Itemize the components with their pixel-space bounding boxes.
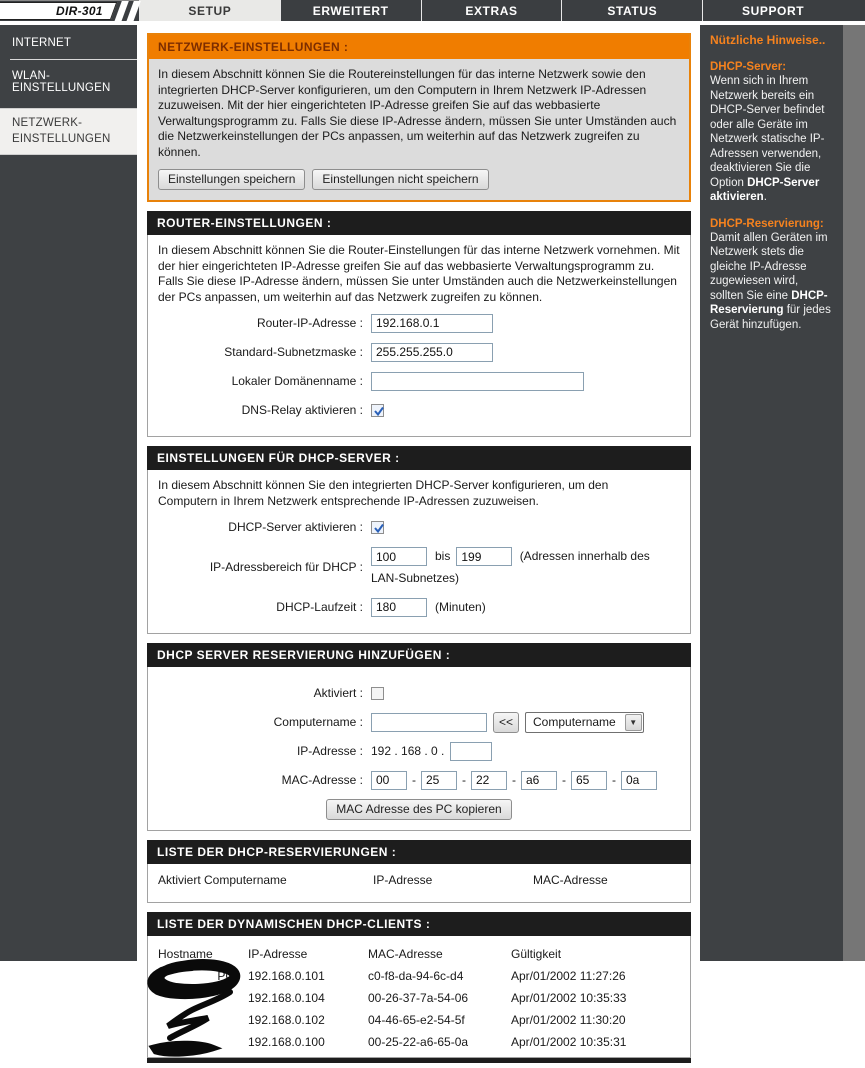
mac-octet-3-input[interactable] (471, 771, 507, 790)
mac-octet-2-input[interactable] (421, 771, 457, 790)
router-ip-label: Router-IP-Adresse : (256, 316, 363, 330)
client-valid-until: Apr/01/2002 10:35:33 (511, 991, 627, 1005)
computername-input[interactable] (371, 713, 487, 732)
client-valid-until: Apr/01/2002 10:35:31 (511, 1035, 627, 1049)
column-header-ip-adresse: IP-Adresse (248, 947, 308, 961)
logo-area (0, 0, 139, 21)
section-title: ROUTER-EINSTELLUNGEN : (147, 211, 691, 235)
next-section-header-cutoff (147, 1058, 691, 1063)
range-bis-label: bis (435, 549, 451, 563)
mac-separator: - (412, 773, 416, 787)
client-ip: 192.168.0.101 (248, 969, 325, 983)
section-title: LISTE DER DHCP-RESERVIERUNGEN : (147, 840, 691, 864)
mac-octet-5-input[interactable] (571, 771, 607, 790)
copy-computername-button[interactable]: << (493, 712, 519, 733)
mac-octet-4-input[interactable] (521, 771, 557, 790)
client-hostname (158, 1031, 248, 1053)
section-title: NETZWERK-EINSTELLUNGEN : (149, 35, 689, 59)
top-nav-bar (0, 0, 865, 23)
client-ip: 192.168.0.104 (248, 991, 325, 1005)
computername-select-value: Computername (533, 715, 616, 729)
tab-status[interactable]: STATUS (561, 0, 702, 21)
logo-stripe (126, 1, 141, 22)
mac-separator: - (562, 773, 566, 787)
reservation-mac-label: MAC-Adresse : (281, 773, 363, 787)
section-description: In diesem Abschnitt können Sie den integrierten DHCP-Server konfigurieren, um den Computern in Ihrem Netzwerk entsprechende IP-Adressen zuzuweisen. (158, 478, 609, 508)
help-heading-dhcp-reservierung: DHCP-Reservierung: (710, 217, 824, 230)
help-title: Nützliche Hinweise.. (710, 33, 826, 47)
client-mac: 00-26-37-7a-54-06 (368, 991, 469, 1005)
client-row (158, 987, 680, 1009)
dhcp-range-to-input[interactable] (456, 547, 512, 566)
mac-octet-1-input[interactable] (371, 771, 407, 790)
client-row (158, 1031, 680, 1053)
tab-bar-filler (843, 0, 865, 21)
client-row (158, 965, 680, 987)
dhcp-lease-label: DHCP-Laufzeit : (276, 600, 363, 614)
section-netzwerk-einstellungen (147, 33, 691, 202)
dhcp-range-from-input[interactable] (371, 547, 427, 566)
dhcp-enable-label: DHCP-Server aktivieren : (228, 520, 363, 534)
help-text-dhcp-reservierung: Damit allen Geräten im Netzwerk stets die gleiche IP-Adresse zugewiesen wird, sollten Sie eine DHCP-Reservierung für jedes Gerät hinzufügen. (710, 231, 831, 331)
local-domain-input[interactable] (371, 372, 584, 391)
tab-support[interactable]: SUPPORT (702, 0, 843, 21)
mac-separator: - (612, 773, 616, 787)
client-hostname (158, 1009, 248, 1031)
sidebar-divider (10, 59, 137, 60)
client-hostname (158, 987, 248, 1009)
tab-erweitert[interactable]: ERWEITERT (280, 0, 421, 21)
help-text-dhcp-server: Wenn sich in Ihrem Netzwerk bereits ein DHCP-Server befindet oder alle Geräte im Netzwerk statische IP-Adressen verwenden, deaktivieren Sie die Option DHCP-Server aktivieren. (710, 75, 825, 203)
discard-settings-button[interactable]: Einstellungen nicht speichern (312, 169, 488, 190)
section-description: In diesem Abschnitt können Sie die Routereinstellungen für das interne Netzwerk sowie den integrierten DHCP-Server konfigurieren, um den Computern in Ihrem Netzwerk IP-Adressen zuzuweisen. Mit der hier eingerichteten IP-Adresse greifen Sie auf das webbasierte Verwaltungsprogramm zu. Falls Sie diese IP-Adresse ändern, müssen Sie unter Umständen auch die Netzwerkeinstellungen der PCs anpassen, um weiterhin auf das Netzwerk zugreifen zu können. (158, 67, 677, 159)
column-header-mac-adresse: MAC-Adresse (533, 873, 608, 887)
sidebar-item-wlan[interactable]: WLAN-EINSTELLUNGEN (12, 70, 111, 94)
help-sidebar (700, 25, 843, 961)
client-mac: 04-46-65-e2-54-5f (368, 1013, 465, 1027)
router-ip-input[interactable] (371, 314, 493, 333)
reservation-enable-checkbox[interactable] (371, 687, 384, 700)
column-header-aktiviert-computername: Aktiviert Computername (158, 873, 287, 887)
sidebar-item-internet[interactable]: INTERNET (12, 37, 72, 49)
mac-separator: - (512, 773, 516, 787)
reservation-ip-prefix: 192 . 168 . 0 . (371, 744, 445, 758)
reservation-ip-octet-input[interactable] (450, 742, 492, 761)
column-header-gueltigkeit: Gültigkeit (511, 947, 562, 961)
section-title: LISTE DER DYNAMISCHEN DHCP-CLIENTS : (147, 912, 691, 936)
main-content (137, 25, 700, 1049)
dns-relay-label: DNS-Relay aktivieren : (241, 403, 363, 417)
reservation-ip-label: IP-Adresse : (296, 744, 363, 758)
section-reservation-list (147, 840, 691, 903)
section-router-einstellungen (147, 211, 691, 437)
column-header-hostname: Hostname (158, 947, 213, 961)
save-settings-button[interactable]: Einstellungen speichern (158, 169, 305, 190)
mac-octet-6-input[interactable] (621, 771, 657, 790)
tab-extras[interactable]: EXTRAS (421, 0, 562, 21)
section-description: In diesem Abschnitt können Sie die Router-Einstellungen für das interne Netzwerk vornehmen. Mit der hier eingerichteten IP-Adresse greifen Sie auf das webbasierte Verwaltungsprogramm zu. Falls Sie diese IP-Adresse ändern, müssen Sie unter Umständen auch die Netzwerkeinstellungen der PCs anpassen, um weiterhin auf das Netzwerk zugreifen zu können. (158, 243, 680, 304)
computername-select[interactable] (525, 712, 644, 733)
check-icon (372, 521, 386, 535)
dhcp-lease-input[interactable] (371, 598, 427, 617)
device-logo (0, 2, 117, 20)
check-icon (372, 404, 386, 418)
client-valid-until: Apr/01/2002 11:27:26 (511, 969, 626, 983)
subnet-mask-input[interactable] (371, 343, 493, 362)
section-dhcp-reservation-add (147, 643, 691, 831)
left-sidebar (0, 25, 137, 961)
column-header-ip-adresse: IP-Adresse (373, 873, 433, 887)
dhcp-range-hint: (Adressen innerhalb des LAN-Subnetzes) (371, 549, 650, 585)
client-hostname: PC (217, 969, 234, 983)
device-model-label: DIR-301 (56, 4, 103, 18)
section-dhcp-clients (147, 912, 691, 1058)
section-title: DHCP SERVER RESERVIERUNG HINZUFÜGEN : (147, 643, 691, 667)
subnet-mask-label: Standard-Subnetzmaske : (224, 345, 363, 359)
chevron-down-icon: ▼ (625, 714, 642, 731)
client-row (158, 1009, 680, 1031)
right-gray-strip (843, 25, 865, 961)
section-dhcp-server (147, 446, 691, 634)
tab-setup[interactable]: SETUP (139, 0, 280, 21)
client-mac: c0-f8-da-94-6c-d4 (368, 969, 464, 983)
client-ip: 192.168.0.100 (248, 1035, 325, 1049)
main-tabs (139, 0, 843, 21)
client-ip: 192.168.0.102 (248, 1013, 325, 1027)
dhcp-range-label: IP-Adressbereich für DHCP : (209, 560, 363, 574)
mac-separator: - (462, 773, 466, 787)
reservation-enable-label: Aktiviert : (313, 686, 363, 700)
dhcp-lease-hint: (Minuten) (435, 600, 486, 614)
client-valid-until: Apr/01/2002 11:30:20 (511, 1013, 626, 1027)
column-header-mac-adresse: MAC-Adresse (368, 947, 443, 961)
copy-pc-mac-button[interactable]: MAC Adresse des PC kopieren (326, 799, 511, 820)
client-mac: 00-25-22-a6-65-0a (368, 1035, 469, 1049)
computername-label: Computername : (273, 715, 363, 729)
section-title: EINSTELLUNGEN FÜR DHCP-SERVER : (147, 446, 691, 470)
dhcp-enable-checkbox[interactable] (371, 521, 384, 534)
dns-relay-checkbox[interactable] (371, 404, 384, 417)
local-domain-label: Lokaler Domänenname : (231, 374, 363, 388)
help-heading-dhcp-server: DHCP-Server: (710, 61, 787, 73)
sidebar-item-netzwerk[interactable]: NETZWERK-EINSTELLUNGEN (0, 108, 137, 155)
